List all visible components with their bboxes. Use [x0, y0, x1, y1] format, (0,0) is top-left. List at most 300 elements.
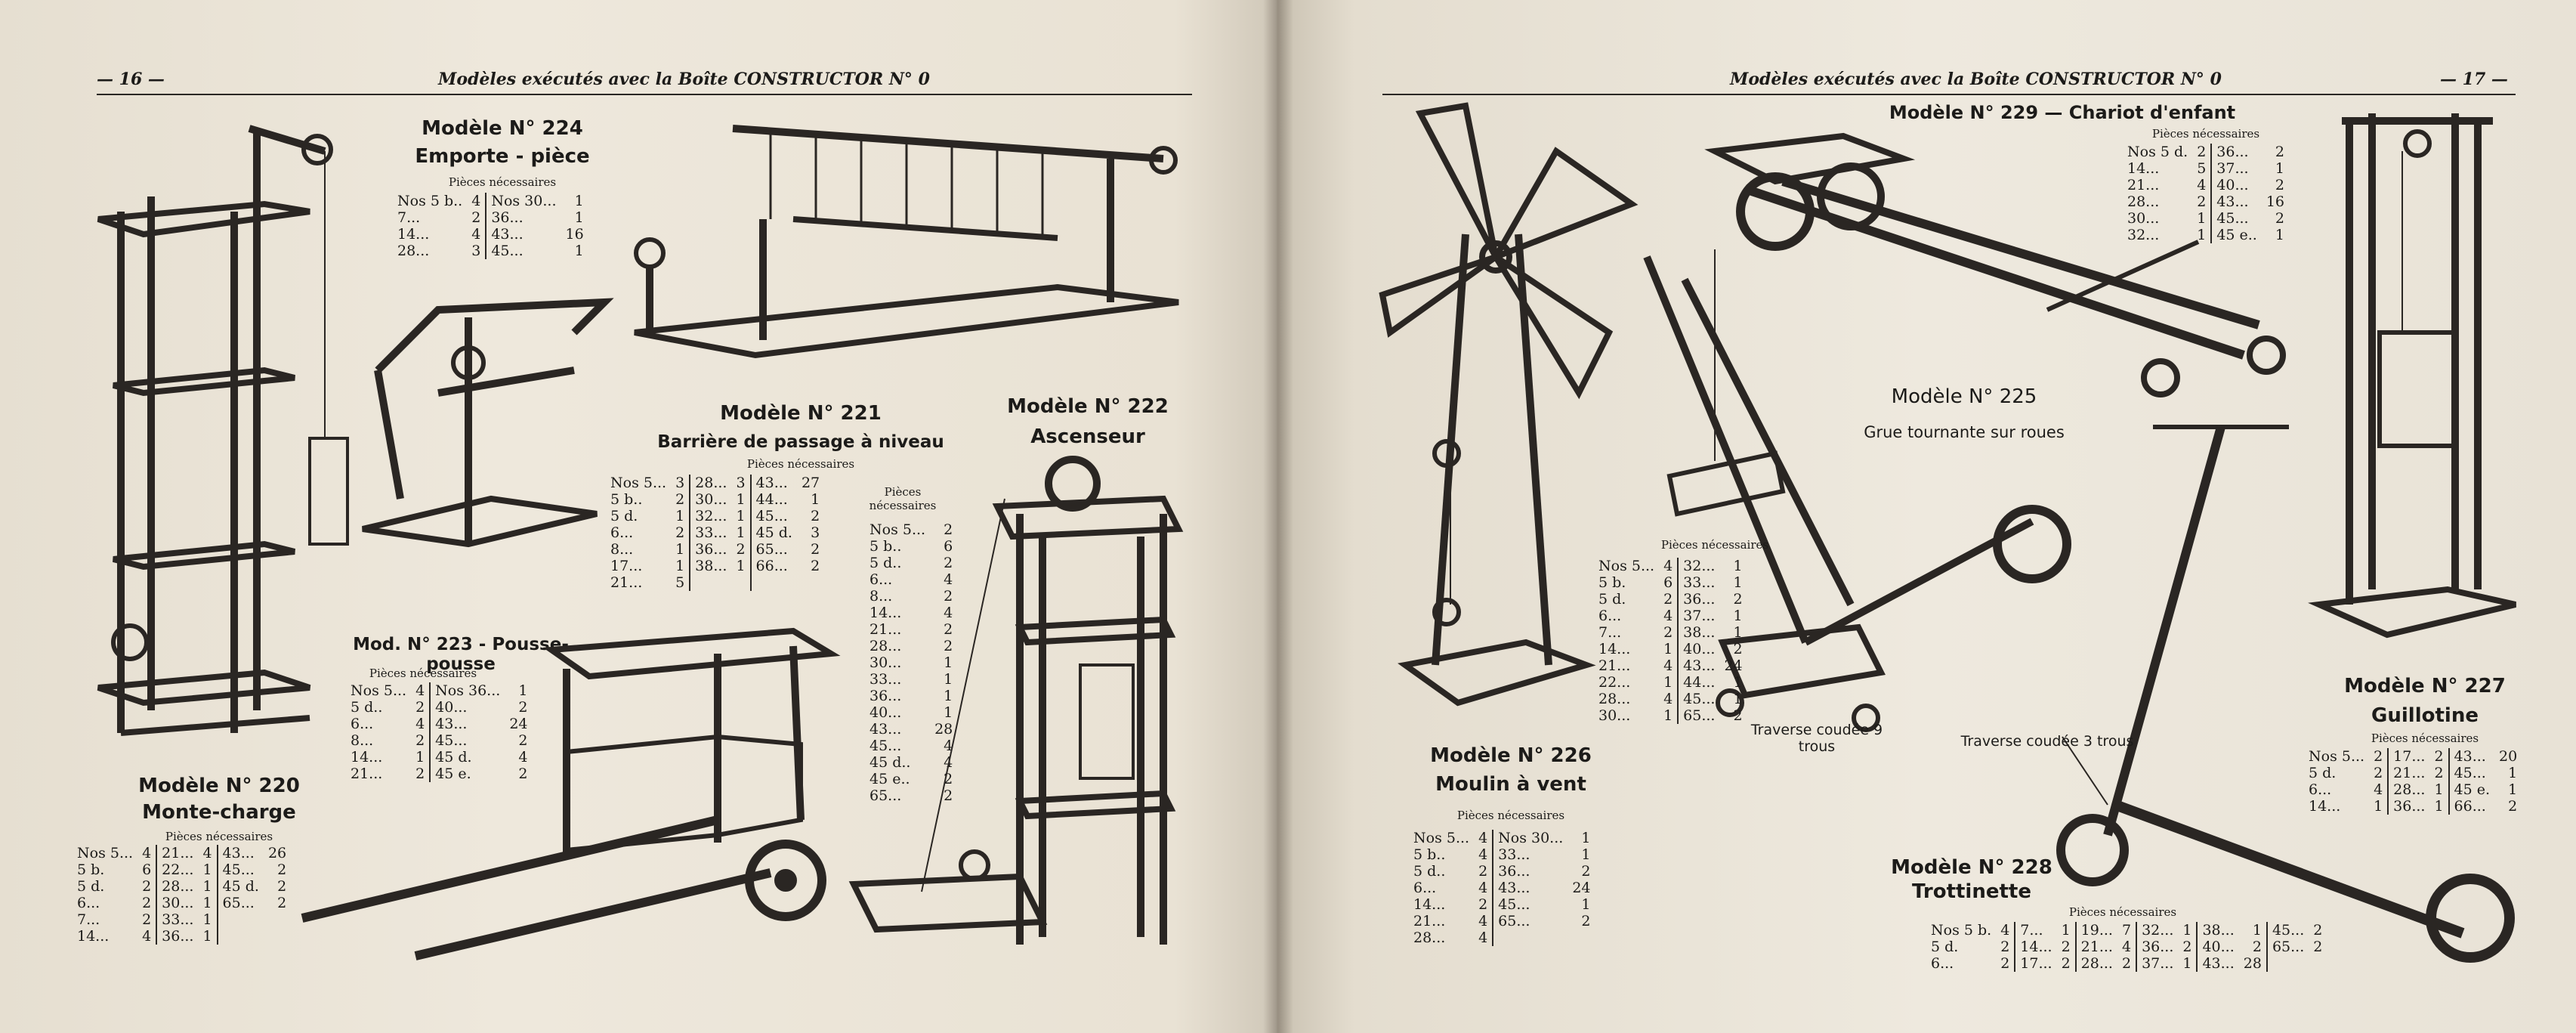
part-number: 21...: [1413, 913, 1446, 929]
part-number: 66...: [751, 558, 797, 574]
part-number: 5 d..: [1413, 863, 1446, 880]
part-number: 45...: [2449, 765, 2495, 781]
model-221-parts-body: [606, 475, 824, 591]
part-quantity: 1: [1733, 608, 1743, 624]
part-quantity: 2: [415, 765, 425, 782]
part-number: 38...: [2197, 922, 2238, 939]
part-quantity: 2: [277, 878, 287, 895]
part-quantity: 1: [675, 508, 685, 524]
part-number: 43...: [2211, 193, 2262, 210]
part-number: [2267, 955, 2309, 972]
part-quantity: 2: [811, 508, 820, 524]
part-quantity: 4: [1663, 608, 1673, 624]
part-quantity: 1: [2182, 922, 2192, 939]
model-221-parts-table: [606, 475, 824, 591]
part-quantity: 2: [944, 621, 953, 638]
part-quantity: 1: [944, 654, 953, 671]
part-number: 8...: [610, 541, 634, 558]
model-225-parts: [1594, 558, 1747, 724]
parts-row: [1594, 691, 1747, 707]
part-quantity: 4: [1663, 691, 1673, 707]
part-number: 30...: [1598, 707, 1631, 724]
parts-row: [1594, 707, 1747, 724]
parts-row: [2123, 177, 2289, 193]
part-quantity: 1: [736, 524, 746, 541]
model-225-pieces-label: Pièces nécessaires: [1660, 538, 1769, 552]
part-quantity: 2: [944, 555, 953, 571]
part-quantity: 3: [675, 475, 685, 491]
part-quantity: 4: [2374, 781, 2383, 798]
part-quantity: 2: [142, 878, 152, 895]
part-number: 45...: [2211, 210, 2262, 227]
model-223-pieces-label: Pièces nécessaires: [369, 667, 477, 680]
part-number: 33...: [1678, 574, 1719, 591]
part-quantity: 4: [1478, 830, 1488, 846]
part-quantity: 2: [2275, 177, 2285, 193]
parts-row: [1409, 896, 1595, 913]
part-number: 33...: [1493, 846, 1568, 863]
part-quantity: 1: [2061, 922, 2071, 939]
part-number: 43...: [486, 226, 561, 243]
part-quantity: 2: [471, 209, 481, 226]
part-number: 36...: [2211, 144, 2262, 160]
part-number: 6...: [1931, 955, 1954, 972]
model-228-number: Modèle N° 228: [1891, 856, 2052, 879]
part-quantity: 4: [202, 845, 212, 861]
part-number: 14...: [2015, 939, 2056, 955]
part-quantity: 2: [1581, 863, 1591, 880]
part-number: 65...: [2267, 939, 2309, 955]
part-number: 21...: [610, 574, 643, 591]
part-quantity: 24: [1724, 657, 1743, 674]
model-221-name: Barrière de passage à niveau: [657, 432, 944, 452]
part-number: 36...: [2388, 798, 2429, 815]
part-quantity: 2: [2197, 193, 2207, 210]
part-number: 28...: [397, 243, 430, 259]
part-number: 45...: [1493, 896, 1568, 913]
part-quantity: [264, 911, 291, 928]
part-number: 36...: [486, 209, 561, 226]
part-quantity: 2: [1478, 863, 1488, 880]
part-number: 28...: [156, 878, 198, 895]
pousse-pousse-illustration: [295, 631, 869, 963]
page-number-left: — 16 —: [97, 70, 165, 89]
part-quantity: 2: [944, 638, 953, 654]
part-number: 45 d.: [218, 878, 264, 895]
part-number: 14...: [397, 226, 430, 243]
part-number: 14...: [2309, 798, 2341, 815]
part-number: Nos 5...: [77, 845, 134, 861]
model-228-note: Traverse coudée 3 trous: [1960, 733, 2134, 750]
part-number: [218, 911, 264, 928]
part-quantity: 2: [944, 521, 953, 538]
part-quantity: 2: [2182, 939, 2192, 955]
part-quantity: [2309, 955, 2327, 972]
part-number: 6...: [351, 716, 374, 732]
part-quantity: 4: [415, 682, 425, 699]
part-quantity: 2: [2275, 210, 2285, 227]
part-quantity: 1: [1733, 558, 1743, 574]
parts-row: [73, 895, 291, 911]
part-number: 28...: [1598, 691, 1631, 707]
part-number: Nos 5...: [1413, 830, 1470, 846]
part-number: 45 d.: [751, 524, 797, 541]
part-number: 45 e.: [430, 765, 505, 782]
parts-row: [1594, 624, 1747, 641]
model-229-title: Modèle N° 229 — Chariot d'enfant: [1889, 102, 2236, 123]
part-quantity: 2: [415, 732, 425, 749]
model-224-parts-body: [393, 193, 588, 259]
part-quantity: 1: [202, 928, 212, 945]
part-number: 66...: [2449, 798, 2495, 815]
part-number: 33...: [869, 671, 902, 688]
part-number: 37...: [1678, 608, 1719, 624]
part-quantity: 6: [1663, 574, 1673, 591]
part-number: [218, 928, 264, 945]
part-quantity: 2: [2000, 955, 2010, 972]
parts-row: [2123, 227, 2289, 243]
part-number: 17...: [2388, 748, 2429, 765]
part-quantity: 1: [1663, 641, 1673, 657]
part-quantity: 4: [142, 845, 152, 861]
model-224-parts: [393, 193, 588, 259]
part-quantity: 6: [142, 861, 152, 878]
header-rule-left: [97, 94, 1192, 95]
model-220-name: Monte-charge: [142, 801, 296, 824]
part-quantity: 7: [2121, 922, 2132, 939]
part-number: 43...: [2197, 955, 2238, 972]
parts-row: [1409, 880, 1595, 896]
part-quantity: 1: [2374, 798, 2383, 815]
part-quantity: 1: [518, 682, 528, 699]
part-number: 30...: [2127, 210, 2160, 227]
part-quantity: 2: [1478, 896, 1488, 913]
part-quantity: 27: [801, 475, 820, 491]
part-quantity: [731, 574, 750, 591]
part-quantity: 2: [675, 491, 685, 508]
parts-row: [393, 209, 588, 226]
model-229-parts: [2123, 144, 2289, 243]
part-number: 30...: [156, 895, 198, 911]
model-220-number: Modèle N° 220: [138, 775, 300, 797]
part-number: 43...: [218, 845, 264, 861]
model-228-name: Trottinette: [1912, 880, 2031, 903]
part-quantity: 1: [2197, 227, 2207, 243]
parts-row: [606, 558, 824, 574]
part-number: 32...: [690, 508, 731, 524]
parts-row: [1594, 657, 1747, 674]
part-quantity: 1: [2508, 765, 2518, 781]
model-227-number: Modèle N° 227: [2344, 675, 2506, 697]
parts-row: [606, 491, 824, 508]
part-number: 5 b..: [1413, 846, 1446, 863]
part-number: 14...: [1413, 896, 1446, 913]
part-quantity: 24: [1572, 880, 1591, 896]
part-quantity: [264, 928, 291, 945]
model-227-pieces-label: Pièces nécessaires: [2371, 731, 2479, 745]
parts-row: [1409, 830, 1595, 846]
part-number: 32...: [1678, 558, 1719, 574]
part-number: 45 e..: [869, 771, 910, 787]
part-quantity: 3: [811, 524, 820, 541]
part-quantity: 1: [2275, 160, 2285, 177]
part-number: 22...: [156, 861, 198, 878]
part-number: 33...: [690, 524, 731, 541]
part-number: Nos 5 b.: [1931, 922, 1992, 939]
right-page: [1277, 0, 2576, 1033]
model-225-number: Modèle N° 225: [1891, 385, 2037, 408]
part-number: 14...: [77, 928, 110, 945]
part-number: 45 d..: [869, 754, 911, 771]
part-quantity: 1: [1733, 691, 1743, 707]
part-number: [690, 574, 731, 591]
parts-row: [606, 524, 824, 541]
part-number: 38...: [690, 558, 731, 574]
part-quantity: 2: [1663, 591, 1673, 608]
part-quantity: 2: [1733, 641, 1743, 657]
part-quantity: 2: [2121, 955, 2132, 972]
part-quantity: 1: [736, 558, 746, 574]
model-225-name: Grue tournante sur roues: [1864, 423, 2065, 441]
part-quantity: 2: [518, 765, 528, 782]
part-number: 17...: [2015, 955, 2056, 972]
part-number: 40...: [2197, 939, 2238, 955]
part-quantity: 1: [1581, 896, 1591, 913]
part-number: 36...: [690, 541, 731, 558]
model-228-parts: [1926, 922, 2327, 972]
part-number: 7...: [397, 209, 421, 226]
part-quantity: 2: [2000, 939, 2010, 955]
part-number: 45 d.: [430, 749, 505, 765]
part-number: 38...: [1678, 624, 1719, 641]
ascenseur-illustration: [846, 453, 1186, 967]
part-number: 6...: [77, 895, 100, 911]
parts-row: [73, 861, 291, 878]
part-quantity: 4: [2000, 922, 2010, 939]
parts-row: [606, 475, 824, 491]
part-number: 5 b..: [869, 538, 902, 555]
part-number: 43...: [751, 475, 797, 491]
part-number: 44...: [751, 491, 797, 508]
part-number: 5 b.: [77, 861, 105, 878]
part-number: Nos 5...: [1598, 558, 1655, 574]
part-number: [1493, 929, 1568, 946]
part-quantity: 4: [471, 193, 481, 209]
model-228-parts-table: [1926, 922, 2327, 972]
part-number: 19...: [2076, 922, 2117, 939]
part-number: 40...: [869, 704, 902, 721]
parts-row: [73, 845, 291, 861]
part-number: 14...: [351, 749, 383, 765]
part-quantity: 1: [2434, 798, 2444, 815]
parts-row: [73, 911, 291, 928]
part-number: 65...: [218, 895, 264, 911]
parts-row: [606, 508, 824, 524]
part-quantity: 2: [736, 541, 746, 558]
part-number: 40...: [1678, 641, 1719, 657]
part-quantity: 2: [811, 558, 820, 574]
parts-row: [1409, 863, 1595, 880]
part-number: 14...: [869, 605, 902, 621]
part-quantity: 2: [142, 895, 152, 911]
part-quantity: 4: [1478, 913, 1488, 929]
part-number: 5 d.: [77, 878, 105, 895]
part-number: 5 d..: [869, 555, 902, 571]
part-quantity: 4: [471, 226, 481, 243]
part-number: [751, 574, 797, 591]
part-quantity: 16: [565, 226, 584, 243]
part-quantity: 2: [518, 732, 528, 749]
part-number: 5 b..: [610, 491, 643, 508]
model-229-parts-body: [2123, 144, 2289, 243]
part-number: 5 b.: [1598, 574, 1626, 591]
part-quantity: 2: [2434, 748, 2444, 765]
parts-row: [73, 878, 291, 895]
part-number: Nos 5...: [610, 475, 667, 491]
part-quantity: 4: [518, 749, 528, 765]
model-229-pieces-label: Pièces nécessaires: [2151, 127, 2260, 141]
model-229-parts-table: [2123, 144, 2289, 243]
part-quantity: [797, 574, 824, 591]
part-quantity: 1: [1581, 830, 1591, 846]
part-number: Nos 5...: [351, 682, 407, 699]
part-quantity: 1: [944, 688, 953, 704]
part-quantity: 2: [2061, 939, 2071, 955]
part-quantity: 1: [2197, 210, 2207, 227]
part-number: Nos 30...: [486, 193, 561, 209]
part-quantity: 16: [2266, 193, 2285, 210]
part-quantity: 1: [574, 193, 584, 209]
part-number: 45...: [869, 738, 902, 754]
part-number: 45...: [1678, 691, 1719, 707]
model-221-pieces-label: Pièces nécessaires: [746, 457, 855, 471]
part-quantity: 1: [202, 895, 212, 911]
part-number: 45...: [751, 508, 797, 524]
part-quantity: 2: [1733, 591, 1743, 608]
model-226-parts-body: [1409, 830, 1595, 946]
model-220-parts-body: [73, 845, 291, 945]
part-quantity: 2: [944, 771, 953, 787]
parts-row: [1409, 913, 1595, 929]
part-number: 65...: [751, 541, 797, 558]
part-quantity: 1: [202, 878, 212, 895]
part-number: 14...: [2127, 160, 2160, 177]
parts-row: [1409, 846, 1595, 863]
part-number: 30...: [690, 491, 731, 508]
part-quantity: 4: [142, 928, 152, 945]
part-number: 45...: [2267, 922, 2309, 939]
part-quantity: 6: [944, 538, 953, 555]
parts-row: [393, 226, 588, 243]
part-quantity: 2: [2374, 765, 2383, 781]
model-224-name: Emporte - pièce: [415, 145, 590, 168]
part-quantity: 4: [2121, 939, 2132, 955]
parts-row: [2123, 210, 2289, 227]
part-quantity: 2: [1663, 624, 1673, 641]
model-220-parts: [73, 845, 291, 945]
part-number: 6...: [2309, 781, 2332, 798]
part-number: 21...: [2127, 177, 2160, 193]
barriere-illustration: [619, 113, 1194, 363]
part-number: 22...: [1598, 674, 1631, 691]
header-rule-right: [1382, 94, 2516, 95]
model-220-pieces-label: Pièces nécessaires: [165, 830, 273, 843]
parts-row: [73, 928, 291, 945]
part-number: 43...: [2449, 748, 2495, 765]
model-226-pieces-label: Pièces nécessaires: [1456, 809, 1565, 822]
part-quantity: 2: [1733, 707, 1743, 724]
part-number: 21...: [1598, 657, 1631, 674]
part-number: 44...: [1678, 674, 1719, 691]
part-number: 36...: [1678, 591, 1719, 608]
parts-row: [1594, 574, 1747, 591]
part-quantity: 4: [944, 738, 953, 754]
part-number: 28...: [869, 638, 902, 654]
model-226-parts: [1409, 830, 1595, 946]
part-number: 36...: [869, 688, 902, 704]
page-header-right: Modèles exécutés avec la Boîte CONSTRUCTOR N° 0: [1730, 70, 2222, 89]
part-number: 17...: [610, 558, 643, 574]
part-number: 5 d..: [351, 699, 383, 716]
part-number: 8...: [351, 732, 374, 749]
model-226-number: Modèle N° 226: [1430, 744, 1592, 767]
parts-row: [1594, 591, 1747, 608]
part-quantity: 2: [277, 895, 287, 911]
part-quantity: 1: [675, 541, 685, 558]
part-quantity: 1: [2182, 955, 2192, 972]
model-222-number: Modèle N° 222: [1007, 395, 1169, 418]
part-number: 45...: [218, 861, 264, 878]
part-number: 28...: [2388, 781, 2429, 798]
page-number-right: — 17 —: [2440, 70, 2508, 89]
left-page: [0, 0, 1277, 1033]
model-228-pieces-label: Pièces nécessaires: [2068, 905, 2177, 919]
part-number: 43...: [1493, 880, 1568, 896]
part-quantity: 5: [2197, 160, 2207, 177]
part-number: Nos 5...: [869, 521, 926, 538]
part-quantity: 2: [2275, 144, 2285, 160]
model-221-parts: [606, 475, 824, 591]
parts-row: [606, 574, 824, 591]
trottinette-illustration: [2040, 412, 2516, 971]
part-quantity: 2: [142, 911, 152, 928]
part-quantity: 4: [1478, 929, 1488, 946]
part-quantity: 5: [675, 574, 685, 591]
part-number: 21...: [156, 845, 198, 861]
part-quantity: 1: [1663, 707, 1673, 724]
part-quantity: 2: [811, 541, 820, 558]
part-quantity: 1: [2434, 781, 2444, 798]
model-225-note: Traverse coudée 9 trous: [1750, 722, 1883, 755]
part-number: 65...: [869, 787, 902, 804]
part-quantity: 3: [471, 243, 481, 259]
part-quantity: 4: [1478, 880, 1488, 896]
model-224-parts-table: [393, 193, 588, 259]
part-quantity: 1: [415, 749, 425, 765]
model-224-pieces-label: Pièces nécessaires: [448, 175, 557, 189]
parts-row: [2123, 193, 2289, 210]
part-quantity: 2: [518, 699, 528, 716]
model-225-parts-body: [1594, 558, 1747, 724]
part-quantity: 1: [574, 209, 584, 226]
page-header-left: Modèles exécutés avec la Boîte CONSTRUCTOR N° 0: [438, 70, 930, 89]
parts-row: [1926, 922, 2327, 939]
part-number: 6...: [1598, 608, 1622, 624]
part-number: 32...: [2127, 227, 2160, 243]
parts-row: [393, 243, 588, 259]
part-number: 36...: [1493, 863, 1568, 880]
part-quantity: 1: [202, 861, 212, 878]
